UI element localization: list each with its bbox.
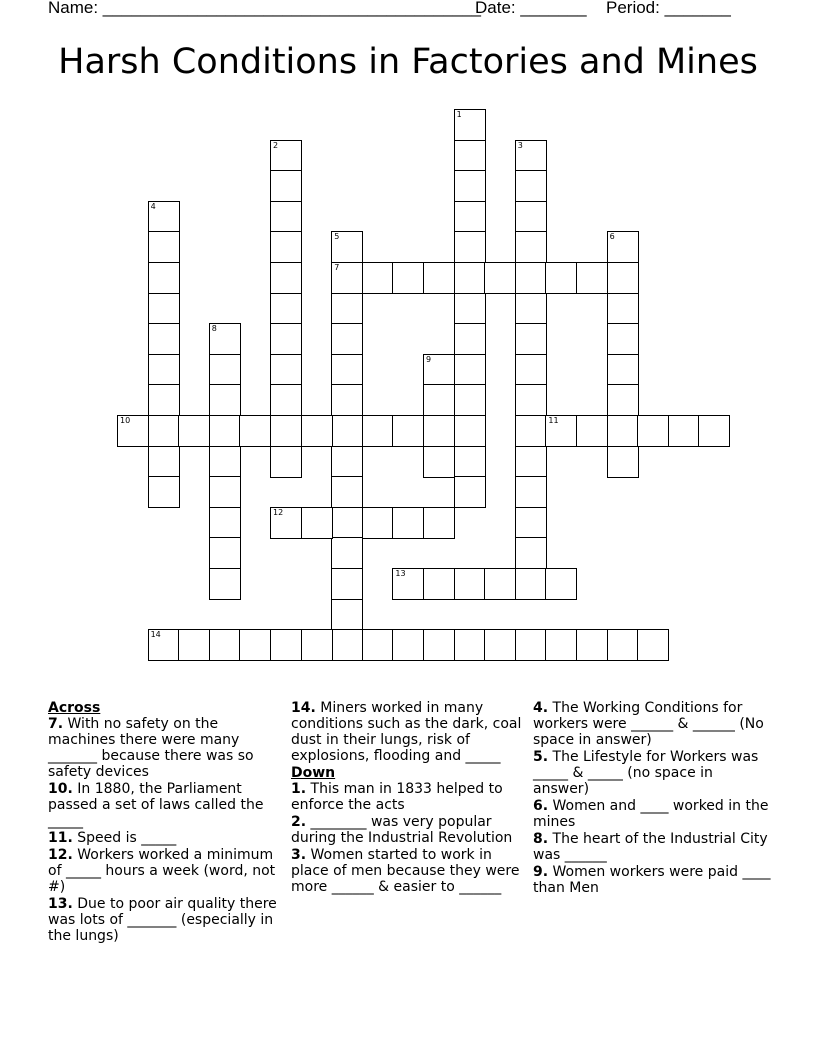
clues-column-1 (48, 700, 278, 945)
crossword-cell[interactable] (331, 568, 363, 600)
crossword-cell[interactable] (301, 507, 333, 539)
crossword-cell[interactable] (148, 201, 180, 233)
clue-number-label: 14 (150, 630, 161, 640)
across-clue: 12. Workers worked a minimum of _____ hours a week (word, not #) (48, 847, 276, 895)
crossword-cell[interactable] (515, 476, 547, 508)
clue-number-label: 6 (609, 232, 615, 242)
crossword-cell[interactable] (637, 415, 669, 447)
across-clue: 11. Speed is _____ (48, 830, 177, 846)
crossword-cell[interactable] (454, 354, 486, 386)
across-clue: 14. Miners worked in many conditions such as the dark, coal dust in their lungs, risk of explosions, flooding and _____ (291, 700, 522, 764)
period-field-label: Period: _______ (606, 0, 731, 17)
crossword-cell[interactable] (698, 415, 730, 447)
crossword-cell[interactable] (270, 446, 302, 478)
crossword-cell[interactable] (270, 629, 302, 661)
crossword-cell[interactable] (209, 507, 241, 539)
crossword-cell[interactable] (270, 507, 302, 539)
crossword-cell[interactable] (331, 293, 363, 325)
crossword-cell[interactable] (209, 354, 241, 386)
crossword-cell[interactable] (209, 568, 241, 600)
crossword-cell[interactable] (545, 415, 577, 447)
crossword-cell[interactable] (392, 568, 424, 600)
crossword-cell[interactable] (454, 446, 486, 478)
crossword-cell[interactable] (117, 415, 149, 447)
down-clue: 9. Women workers were paid ____ than Men (533, 864, 771, 896)
clue-number-label: 13 (395, 569, 406, 578)
crossword-cell[interactable] (209, 446, 241, 478)
crossword-cell[interactable] (209, 476, 241, 508)
crossword-cell[interactable] (454, 231, 486, 263)
crossword-cell[interactable] (454, 568, 486, 600)
crossword-cell[interactable] (515, 568, 547, 600)
crossword-cell[interactable] (576, 415, 608, 447)
crossword-cell[interactable] (423, 384, 455, 416)
crossword-cell[interactable] (362, 415, 394, 447)
crossword-cell[interactable] (331, 599, 363, 631)
crossword-cell[interactable] (148, 384, 180, 416)
crossword-cell[interactable] (454, 629, 486, 661)
crossword-cell[interactable] (270, 262, 302, 294)
crossword-cell[interactable] (331, 354, 363, 386)
across-clue: 13. Due to poor air quality there was lots of _______ (especially in the lungs) (48, 896, 277, 944)
crossword-cell[interactable] (270, 170, 302, 202)
crossword-cell[interactable] (515, 384, 547, 416)
crossword-cell[interactable] (148, 415, 180, 447)
clue-number-label: 4 (150, 201, 156, 211)
crossword-cell[interactable] (423, 415, 455, 447)
crossword-cell[interactable] (515, 354, 547, 386)
crossword-cell[interactable] (423, 354, 455, 386)
crossword-cell[interactable] (362, 507, 394, 539)
clues-column-3 (533, 700, 773, 897)
crossword-cell[interactable] (331, 507, 363, 539)
crossword-cell[interactable] (515, 231, 547, 263)
crossword-cell[interactable] (576, 629, 608, 661)
crossword-cell[interactable] (209, 415, 241, 447)
crossword-cell[interactable] (607, 629, 639, 661)
crossword-cell[interactable] (515, 537, 547, 569)
across-clue: 7. With no safety on the machines there were many _______ because there was so safety devices (48, 716, 254, 780)
crossword-cell[interactable] (545, 629, 577, 661)
crossword-cell[interactable] (178, 629, 210, 661)
crossword-cell[interactable] (362, 262, 394, 294)
date-field-label: Date: _______ (475, 0, 587, 17)
name-field-label: Name: ________________________________________ (48, 0, 481, 17)
clue-number-label: 10 (120, 416, 131, 425)
crossword-cell[interactable] (515, 140, 547, 172)
clue-number-label: 12 (273, 507, 284, 517)
crossword-cell[interactable] (454, 201, 486, 233)
crossword-cell[interactable] (515, 629, 547, 661)
crossword-cell[interactable] (270, 384, 302, 416)
crossword-cell[interactable] (392, 262, 424, 294)
crossword-cell[interactable] (301, 629, 333, 661)
crossword-cell[interactable] (515, 262, 547, 294)
crossword-cell[interactable] (331, 537, 363, 569)
crossword-cell[interactable] (454, 476, 486, 508)
crossword-cell[interactable] (637, 629, 669, 661)
crossword-cell[interactable] (454, 140, 486, 172)
crossword-cell[interactable] (148, 231, 180, 263)
crossword-cell[interactable] (331, 476, 363, 508)
crossword-cell[interactable] (270, 415, 302, 447)
clue-number-label: 9 (426, 354, 432, 364)
crossword-cell[interactable] (239, 415, 271, 447)
puzzle-title: Harsh Conditions in Factories and Mines (58, 42, 758, 82)
clues-column-2 (291, 700, 523, 896)
crossword-cell[interactable] (270, 231, 302, 263)
crossword-cell[interactable] (331, 323, 363, 355)
crossword-cell[interactable] (301, 415, 333, 447)
crossword-cell[interactable] (515, 293, 547, 325)
clue-number-label: 7 (334, 263, 340, 272)
crossword-cell[interactable] (423, 568, 455, 600)
down-clue: 3. Women started to work in place of men because they were more ______ & easier to ______ (291, 847, 520, 895)
crossword-cell[interactable] (454, 262, 486, 294)
crossword-cell[interactable] (331, 415, 363, 447)
crossword-cell[interactable] (515, 170, 547, 202)
crossword-cell[interactable] (209, 384, 241, 416)
crossword-cell[interactable] (148, 629, 180, 661)
crossword-cell[interactable] (545, 568, 577, 600)
crossword-cell[interactable] (607, 293, 639, 325)
crossword-cell[interactable] (270, 140, 302, 172)
crossword-cell[interactable] (148, 293, 180, 325)
crossword-cell[interactable] (454, 170, 486, 202)
crossword-cell[interactable] (362, 629, 394, 661)
clue-number-label: 2 (273, 140, 279, 150)
crossword-cell[interactable] (392, 629, 424, 661)
down-clue: 8. The heart of the Industrial City was ______ (533, 831, 768, 863)
down-clue: 1. This man in 1833 helped to enforce the acts (291, 781, 503, 813)
crossword-cell[interactable] (331, 231, 363, 263)
crossword-cell[interactable] (515, 446, 547, 478)
crossword-cell[interactable] (209, 537, 241, 569)
crossword-cell[interactable] (607, 415, 639, 447)
crossword-cell[interactable] (607, 231, 639, 263)
crossword-cell[interactable] (607, 384, 639, 416)
crossword-cell[interactable] (209, 629, 241, 661)
crossword-cell[interactable] (239, 629, 271, 661)
clue-number-label: 3 (517, 140, 523, 150)
down-clue: 4. The Working Conditions for workers were ______ & ______ (No space in answer) (533, 700, 764, 748)
crossword-cell[interactable] (515, 201, 547, 233)
down-clue: 5. The Lifestyle for Workers was _____ & _____ (no space in answer) (533, 749, 759, 797)
crossword-cell[interactable] (423, 446, 455, 478)
crossword-cell[interactable] (148, 262, 180, 294)
crossword-cell[interactable] (270, 323, 302, 355)
crossword-cell[interactable] (454, 109, 486, 141)
crossword-cell[interactable] (148, 354, 180, 386)
crossword-cell[interactable] (423, 507, 455, 539)
crossword-cell[interactable] (178, 415, 210, 447)
across-heading: Across (48, 700, 101, 716)
crossword-cell[interactable] (270, 293, 302, 325)
crossword-cell[interactable] (392, 415, 424, 447)
crossword-cell[interactable] (454, 293, 486, 325)
crossword-cell[interactable] (270, 201, 302, 233)
crossword-cell[interactable] (484, 629, 516, 661)
crossword-cell[interactable] (545, 262, 577, 294)
down-heading: Down (291, 765, 336, 781)
crossword-cell[interactable] (423, 262, 455, 294)
down-clue: 2. ________ was very popular during the Industrial Revolution (291, 814, 513, 846)
crossword-cell[interactable] (148, 323, 180, 355)
crossword-cell[interactable] (668, 415, 700, 447)
crossword-cell[interactable] (484, 262, 516, 294)
crossword-cell[interactable] (515, 323, 547, 355)
crossword-cell[interactable] (454, 323, 486, 355)
crossword-cell[interactable] (515, 507, 547, 539)
clue-number-label: 1 (456, 110, 462, 119)
across-clue: 10. In 1880, the Parliament passed a set of laws called the _____ (48, 781, 264, 829)
crossword-cell[interactable] (607, 262, 639, 294)
crossword-cell[interactable] (331, 629, 363, 661)
crossword-cell[interactable] (607, 323, 639, 355)
clue-number-label: 5 (334, 232, 340, 242)
crossword-cell[interactable] (454, 415, 486, 447)
crossword-cell[interactable] (270, 354, 302, 386)
crossword-cell[interactable] (331, 262, 363, 294)
crossword-cell[interactable] (392, 507, 424, 539)
crossword-cell[interactable] (515, 415, 547, 447)
crossword-cell[interactable] (331, 446, 363, 478)
crossword-cell[interactable] (607, 354, 639, 386)
crossword-cell[interactable] (576, 262, 608, 294)
crossword-cell[interactable] (423, 629, 455, 661)
crossword-cell[interactable] (148, 476, 180, 508)
crossword-cell[interactable] (148, 446, 180, 478)
clue-number-label: 11 (548, 416, 559, 425)
crossword-cell[interactable] (484, 568, 516, 600)
crossword-cell[interactable] (331, 384, 363, 416)
crossword-cell[interactable] (209, 323, 241, 355)
down-clue: 6. Women and ____ worked in the mines (533, 798, 769, 830)
crossword-cell[interactable] (454, 384, 486, 416)
crossword-cell[interactable] (607, 446, 639, 478)
clue-number-label: 8 (211, 324, 217, 334)
